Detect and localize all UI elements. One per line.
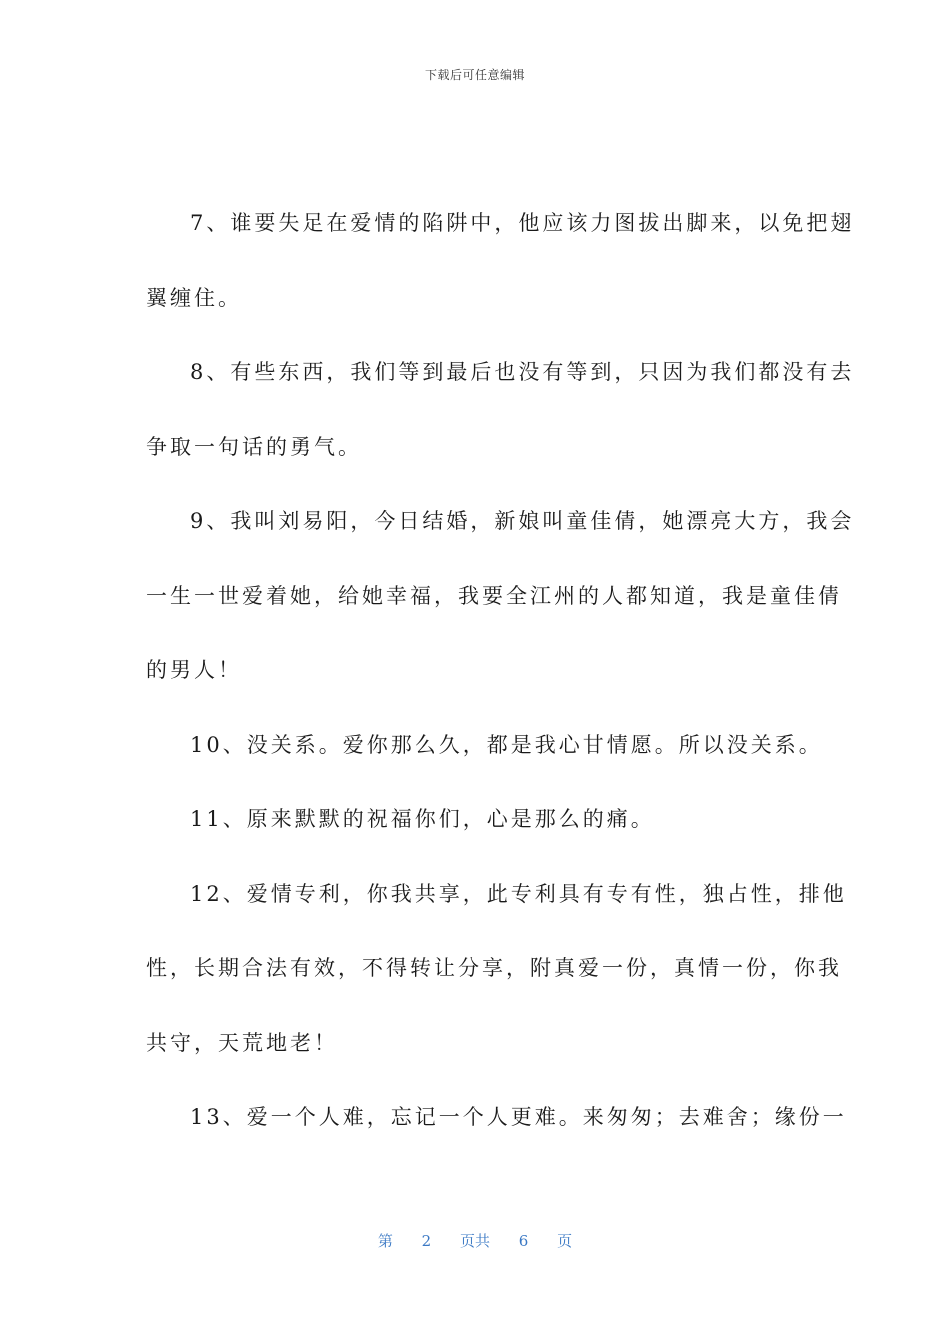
- paragraph-line: 9、我叫刘易阳，今日结婚，新娘叫童佳倩，她漂亮大方，我会: [190, 509, 855, 533]
- paragraph-line: 性，长期合法有效，不得转让分享，附真爱一份，真情一份，你我: [146, 956, 842, 980]
- page-header: 下载后可任意编辑: [424, 68, 525, 82]
- page-label: 第: [377, 1232, 393, 1250]
- document-body: [146, 186, 855, 1155]
- paragraph-13: [146, 1080, 847, 1155]
- paragraph-line: 争取一句话的勇气。: [146, 434, 362, 459]
- total-pages: 6: [518, 1232, 529, 1250]
- page-footer: [0, 1230, 950, 1251]
- paragraph-line: 翼缠住。: [146, 285, 242, 310]
- paragraph-line: 13、爱一个人难，忘记一个人更难。来匆匆；去难舍；缘份一: [190, 1105, 847, 1129]
- paragraph-line: 的男人！: [146, 658, 242, 682]
- page-unit: 页共: [459, 1232, 490, 1250]
- paragraph-line: 7、谁要失足在爱情的陷阱中，他应该力图拔出脚来，以免把翅: [190, 211, 855, 235]
- total-unit: 页: [557, 1232, 573, 1250]
- paragraph-7: [146, 186, 855, 335]
- paragraph-line: 一生一世爱着她，给她幸福，我要全江州的人都知道，我是童佳倩: [146, 583, 842, 608]
- paragraph-line: 10、没关系。爱你那么久，都是我心甘情愿。所以没关系。: [190, 732, 823, 757]
- paragraph-line: 12、爱情专利，你我共享，此专利具有专有性，独占性，排他: [190, 881, 847, 906]
- paragraph-10: [146, 708, 823, 783]
- page-number: 2: [421, 1232, 432, 1250]
- paragraph-9: [146, 484, 855, 708]
- paragraph-line: 共守，天荒地老！: [146, 1030, 338, 1055]
- paragraph-line: 11、原来默默的祝福你们，心是那么的痛。: [190, 807, 655, 831]
- paragraph-12: [146, 857, 847, 1081]
- paragraph-11: [146, 782, 806, 857]
- paragraph-8: [146, 335, 855, 484]
- paragraph-line: 8、有些东西，我们等到最后也没有等到，只因为我们都没有去: [190, 360, 855, 384]
